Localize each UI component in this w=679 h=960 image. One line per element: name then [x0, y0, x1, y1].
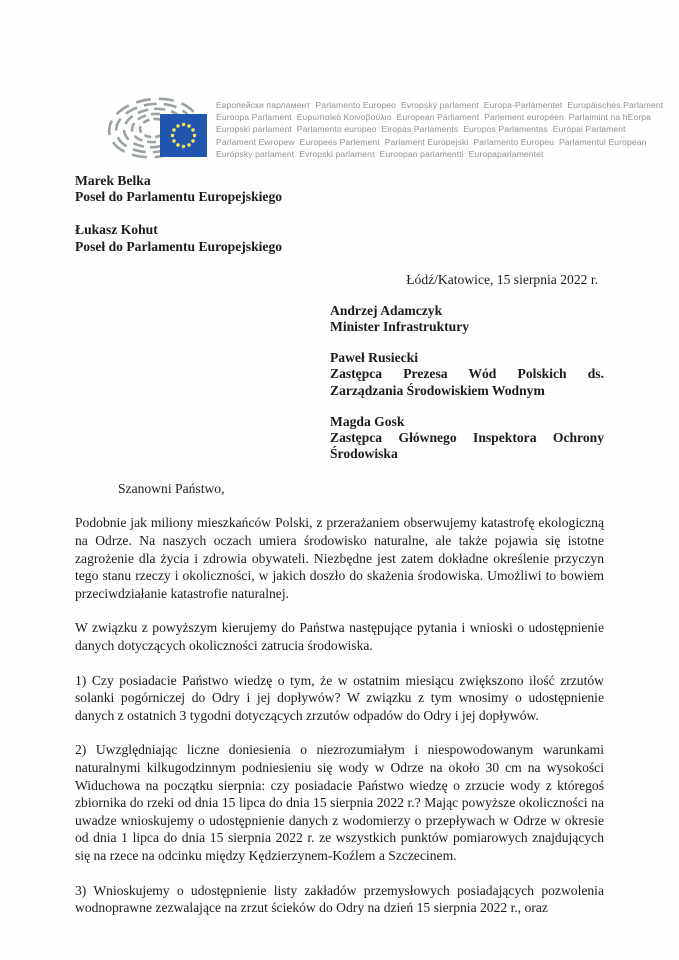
recipient: [330, 303, 604, 335]
sender-name: Łukasz Kohut: [75, 222, 158, 238]
recipient: [330, 350, 604, 399]
logo-text-line: Parlament Ewropew Europees Parlement Parlament Europejski Parlamento Europeu Parlamentul European: [216, 136, 647, 147]
dateline: Łódź/Katowice, 15 sierpnia 2022 r.: [406, 271, 598, 287]
paragraph: 2) Uwzględniając liczne doniesienia o niezrozumiałym i niespowodowanym warunkami naturalnymi kilkugodzinnym podniesieniu się wody w Odrze na około 30 cm na wysokości Widuchowa na początku sierpnia: czy posiadacie Państwo wiedzę o zrzucie wody z któregoś zbiornika do rzeki od dnia 15 lipca do dnia 15 sierpnia 2022 r.? Mając powyższe okoliczności na uwadze wnioskujemy o udostępnienie danych z wodomierzy o przepływach w Odrze w okresie od dnia 1 lipca do dnia 15 sierpnia 2022 r. ze wszystkich punktów pomiarowych znajdujących się na rzece na odcinku między Kędzierzynem-Koźlem a Szczecinem.: [75, 742, 604, 863]
european-parliament-logo-icon: [107, 97, 207, 163]
sender: [75, 222, 604, 254]
sender-title: Poseł do Parlamentu Europejskiego: [75, 189, 283, 205]
recipient-name: Magda Gosk: [330, 413, 405, 429]
recipient-name: Andrzej Adamczyk: [330, 302, 443, 318]
recipient-title: Minister Infrastruktury: [330, 319, 470, 335]
logo-multilingual-wordmark: [216, 99, 663, 160]
sender-block: [75, 173, 604, 255]
recipient-title: Zastępca Głównego Inspektora Ochrony Środowiska: [330, 430, 604, 462]
paragraph: 3) Wnioskujemy o udostępnienie listy zakładów przemysłowych posiadających pozwolenia wodnoprawne zezwalające na zrzut ścieków do Odry na dzień 15 sierpnia 2022 r., oraz: [75, 882, 604, 916]
letter-body: [75, 514, 604, 916]
recipient-block: [330, 303, 604, 463]
eu-flag-icon: [160, 114, 207, 157]
paragraph: Podobnie jak miliony mieszkańców Polski, z przerażaniem obserwujemy katastrofę ekologiczną na Odrze. Na naszych oczach umiera środowisko naturalne, ale także pojawia się istotne zagrożenie dla życia i zdrowia obywateli. Niezbędne jest zatem dokładne określenie przyczyn tego stanu rzeczy i okoliczności, w jakich doszło do skażenia środowiska. Umożliwi to bowiem przeciwdziałanie katastrofie naturalnej.: [75, 515, 604, 601]
paragraph: 1) Czy posiadacie Państwo wiedzę o tym, że w ostatnim miesiącu zwiększono ilość zrzutów solanki pogórniczej do Odry i jej dopływów? W związku z tym wnosimy o udostępnienie danych z ostatnich 3 tygodni dotyczących zrzutów odpadów do Odry i jej dopływów.: [75, 672, 604, 723]
logo-text-line: Euroopa Parlament Ευρωπαϊκό Κοινοβούλιο European Parliament Parlement européen Parlaimint na hEorpa: [216, 112, 652, 123]
logo-text-line: Europski parlament Parlamento europeo Eiropas Parlaments Europos Parlamentas Európai Parlament: [216, 124, 626, 135]
salutation: Szanowni Państwo,: [118, 481, 225, 497]
sender-title: Poseł do Parlamentu Europejskiego: [75, 238, 283, 254]
recipient-name: Paweł Rusiecki: [330, 350, 418, 366]
sender-name: Marek Belka: [75, 173, 151, 188]
logo-text-line: Európsky parlament Evropski parlament Euroopan parlamentti Europaparlamentet: [216, 148, 544, 159]
recipient-title: Zastępca Prezesa Wód Polskich ds. Zarządzania Środowiskiem Wodnym: [330, 366, 604, 398]
recipient: [330, 414, 604, 463]
letterhead: [107, 97, 664, 163]
paragraph: W związku z powyższym kierujemy do Państwa następujące pytania i wnioski o udostępnienie danych dotyczących okoliczności zatrucia środowiska.: [75, 620, 604, 653]
logo-text-line: Европейски парламент Parlamento Europeo Evropský parlament Europa-Parlamentet Europäisches Parlament: [216, 100, 664, 110]
sender: [75, 173, 604, 205]
